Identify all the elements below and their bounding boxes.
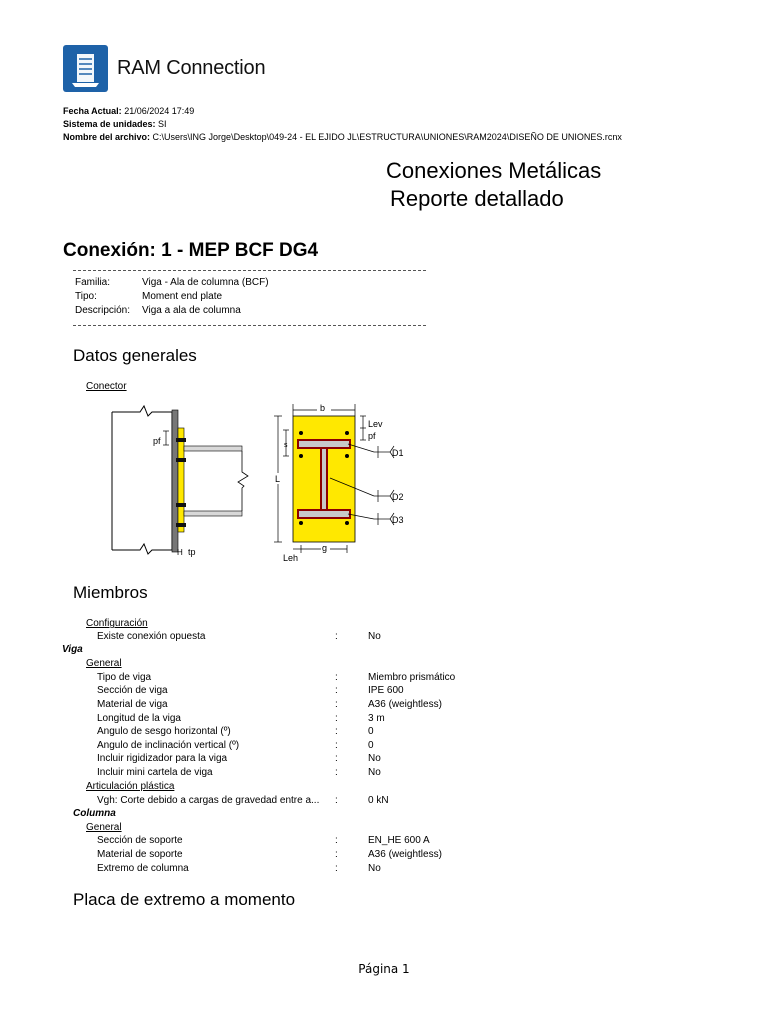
ram-logo-icon bbox=[63, 45, 108, 92]
viga-row-value: Miembro prismático bbox=[368, 672, 456, 683]
descripcion-value: Viga a ala de columna bbox=[142, 305, 241, 316]
label-tp: tp bbox=[188, 547, 196, 557]
fecha-value: 21/06/2024 17:49 bbox=[124, 106, 195, 116]
page-number: Página 1 bbox=[358, 962, 410, 976]
tipo-value: Moment end plate bbox=[142, 291, 223, 302]
existe-value: No bbox=[368, 631, 381, 642]
viga-row-value: IPE 600 bbox=[368, 685, 404, 696]
viga-row-label: Longitud de la viga bbox=[97, 713, 181, 724]
archivo-value: C:\Users\ING Jorge\Desktop\049-24 - EL EJIDO JL\ESTRUCTURA\UNIONES\RAM2024\DISEÑO DE UNIONES.rcnx bbox=[152, 132, 622, 142]
colon: : bbox=[335, 699, 338, 710]
articulacion-heading: Articulación plástica bbox=[86, 781, 175, 792]
viga-general: General bbox=[86, 658, 122, 669]
viga-row-label: Angulo de sesgo horizontal (º) bbox=[97, 726, 231, 737]
meta-archivo bbox=[63, 131, 622, 144]
colon: : bbox=[335, 753, 338, 764]
familia-value: Viga - Ala de columna (BCF) bbox=[142, 277, 269, 288]
label-d3: D3 bbox=[392, 515, 404, 525]
columna-general: General bbox=[86, 822, 122, 833]
label-lev: Lev bbox=[368, 419, 383, 429]
label-leh: Leh bbox=[283, 553, 299, 563]
viga-row-value: No bbox=[368, 753, 381, 764]
side-view bbox=[112, 406, 248, 557]
colon: : bbox=[335, 726, 338, 737]
colon: : bbox=[335, 740, 338, 751]
colon: : bbox=[335, 685, 338, 696]
viga-row-label: Material de viga bbox=[97, 699, 168, 710]
colon: : bbox=[335, 863, 338, 874]
viga-row-label: Incluir mini cartela de viga bbox=[97, 767, 213, 778]
label-g: g bbox=[322, 543, 328, 553]
colon: : bbox=[335, 795, 338, 806]
tipo-label: Tipo: bbox=[75, 291, 97, 302]
viga-row-label: Sección de viga bbox=[97, 685, 168, 696]
label-pf: pf bbox=[153, 436, 161, 446]
columna-row-label: Material de soporte bbox=[97, 849, 183, 860]
connection-title: Conexión: 1 - MEP BCF DG4 bbox=[63, 240, 319, 261]
label-s: s bbox=[284, 442, 288, 449]
section-placa: Placa de extremo a momento bbox=[73, 890, 296, 909]
existe-label: Existe conexión opuesta bbox=[97, 631, 206, 642]
columna-row-value: A36 (weightless) bbox=[368, 849, 442, 860]
vgh-value: 0 kN bbox=[368, 795, 389, 806]
label-l: L bbox=[275, 474, 281, 484]
label-b: b bbox=[320, 403, 326, 413]
viga-row-label: Incluir rigidizador para la viga bbox=[97, 753, 228, 764]
conector-label: Conector bbox=[86, 381, 127, 392]
label-d2: D2 bbox=[392, 492, 404, 502]
configuracion-heading: Configuración bbox=[86, 618, 148, 629]
meta-sistema bbox=[63, 118, 167, 131]
viga-row-value: 0 bbox=[368, 726, 374, 737]
columna-row-label: Sección de soporte bbox=[97, 835, 183, 846]
columna-row-value: EN_HE 600 A bbox=[368, 835, 430, 846]
viga-row-label: Tipo de viga bbox=[97, 672, 152, 683]
report-title: Conexiones Metálicas bbox=[386, 158, 602, 183]
colon: : bbox=[335, 767, 338, 778]
colon: : bbox=[335, 835, 338, 846]
columna-row-label: Extremo de columna bbox=[97, 863, 189, 874]
viga-row-value: A36 (weightless) bbox=[368, 699, 442, 710]
fecha-label: Fecha Actual: bbox=[63, 106, 122, 116]
sistema-value: SI bbox=[158, 119, 167, 129]
vgh-label: Vgh: Corte debido a cargas de gravedad entre a... bbox=[97, 795, 320, 806]
divider bbox=[73, 270, 426, 271]
meta-fecha bbox=[63, 105, 194, 118]
colon: : bbox=[335, 713, 338, 724]
viga-row-label: Angulo de inclinación vertical (º) bbox=[97, 740, 240, 751]
viga-row-value: No bbox=[368, 767, 381, 778]
label-d1: D1 bbox=[392, 448, 404, 458]
report-subtitle: Reporte detallado bbox=[390, 186, 564, 211]
app-title: RAM Connection bbox=[117, 57, 266, 79]
viga-row-value: 0 bbox=[368, 740, 374, 751]
label-pf-front: pf bbox=[368, 431, 376, 441]
section-datos-generales: Datos generales bbox=[73, 346, 197, 365]
colon: : bbox=[335, 849, 338, 860]
colon: : bbox=[335, 672, 338, 683]
archivo-label: Nombre del archivo: bbox=[63, 132, 151, 142]
columna-row-value: No bbox=[368, 863, 381, 874]
viga-heading: Viga bbox=[62, 644, 83, 655]
section-miembros: Miembros bbox=[73, 583, 148, 602]
divider bbox=[73, 325, 426, 326]
sistema-label: Sistema de unidades: bbox=[63, 119, 156, 129]
connection-diagram bbox=[100, 400, 420, 565]
descripcion-label: Descripción: bbox=[75, 305, 131, 316]
svg-text:H: H bbox=[177, 548, 183, 557]
familia-label: Familia: bbox=[75, 277, 111, 288]
front-view bbox=[274, 403, 404, 563]
colon: : bbox=[335, 631, 338, 642]
columna-heading: Columna bbox=[73, 808, 116, 819]
viga-row-value: 3 m bbox=[368, 713, 385, 724]
